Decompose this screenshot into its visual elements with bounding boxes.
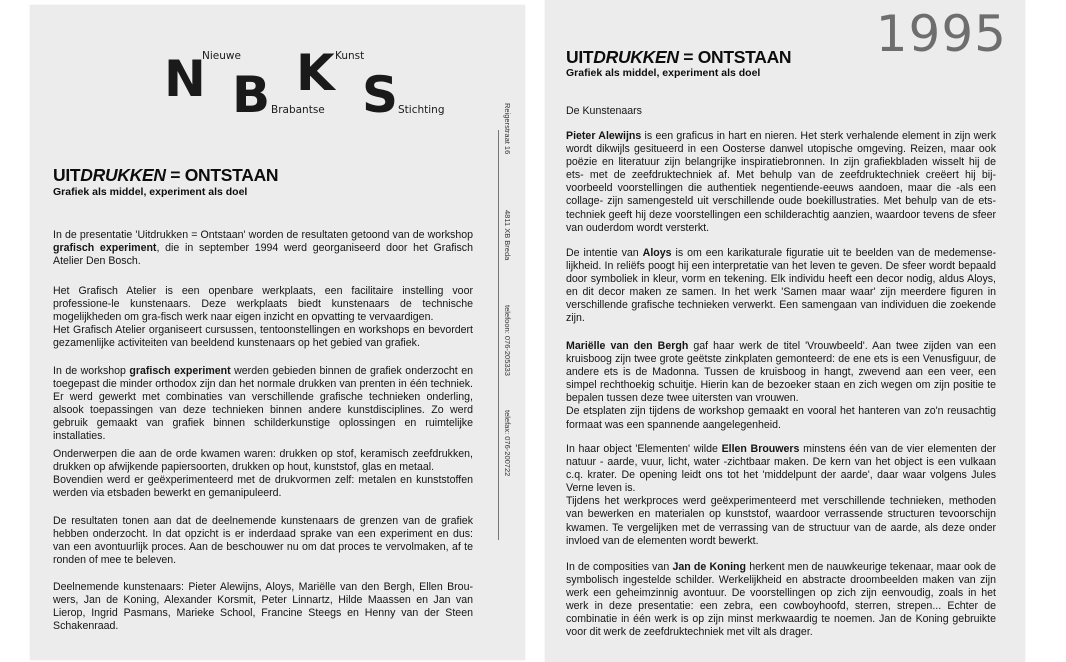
artist-paragraph-van-den-bergh: Mariëlle van den Bergh gaf haar werk de titel 'Vrouwbeeld'. Aan twee zijden van een kruisboog zijn twee grote geëtste zinkplaten gemonteerd: de ene ets is een Venusfiguur, de andere ets is de Madonna. Tussen de kruisboog in hangt, zwevend aan een veer, een simpel rechthoekig schuitje. Hierin kan de bezoeker staan en zich wegen om zijn positie te bepalen tussen deze twee uitersten van vrouwen. De etsplaten zijn tijdens de workshop gemaakt en vooral het hanteren van zo'n reusachtig formaat was een spannende aangelegenheid. [566,340,997,431]
logo-word-nieuwe: Nieuwe [202,50,241,62]
address-phone: telefoon: 076-205333 [503,305,512,376]
year-label: 1995 [875,5,1007,63]
artist-paragraph-de-koning: In de composities van Jan de Koning herkent men de nauwkeurige tekenaar, maar ook de symbolisch ingestelde schilder. Werkelijkheid en abstracte droombeelden maken van zijn werk een geheimzinnig avontuur. De voorstellingen op zich zijn eenvoudig, zoals in het werk in deze presentatie: een zebra, een cowboyhoofd, sterren, strepen... Echter de combinatie in één werk is op zijn minst merkwaardig te noemen. Jan de Koning gebruikte voor dit werk de zeefdruktechniek met vilt als drager. [566,561,997,639]
atelier-paragraph: Het Grafisch Atelier is een openbare werkplaats, een facilitaire instelling voor professione-le kunstenaars. Deze werkplaats biedt kunstenaars de technische mogelijkheden om gra-fisch werk naar eigen inzicht en opvatting te vervaardigen. Het Grafisch Atelier organiseert cursussen, tentoonstellingen en workshops en bevordert gezamenlijke activiteiten van beeldend kunstenaars op het gebied van grafiek. [53,285,473,350]
artist-paragraph-brouwers: In haar object 'Elementen' wilde Ellen Brouwers minstens één van de vier elementen der natuur - aarde, vuur, licht, water -zichtbaar maken. De kern van het object is een vulkaan c.q. krater. De opening leidt ons tot het 'middelpunt der aarde', daar waar volgens Jules Verne leven is. Tijdens het werkproces werd geëxperimenteerd met verschillende technieken, methoden van bewerken en materialen op kunststof, waardoor verrassende structuren tevoorschijn kwamen. Te vergelijken met de verrassing van de structuur van de aarde, als deze onder invloed van de elementen wordt bewerkt. [566,443,997,547]
results-paragraph: De resultaten tonen aan dat de deelnemende kunstenaars de grenzen van de grafiek hebben onderzocht. In dat opzicht is er inderdaad sprake van een experiment en dus: van een avontuurlijk proces. Aan de beschouwer nu om dat proces te vervolmaken, af te ronden of mee te beleven. [53,515,473,567]
workshop-paragraph: In de workshop grafisch experiment werden gebieden binnen de grafiek onderzocht en toegepast die minder orthodox zijn dan het normale drukken van prenten in één techniek. Er werd gewerkt met combinaties van verschillende grafische technieken onderling, alsook toepassingen van deze technieken binnen andere kunstdisciplines. Zo werd gebruik gemaakt van grafiek binnen schilderkunstige oplossingen en ruimtelijke installaties. [53,365,473,443]
address-city: 4811 XB Breda [503,210,512,261]
address-street: Reigerstraat 16 [503,103,512,155]
left-page [30,5,525,660]
artist-paragraph-aloys: De intentie van Aloys is om een karikaturale figuratie uit te beelden van de medemense-lijkheid. In reliëfs poogt hij een interpretatie van het leven te geven. De sfeer wordt bepaald door symboliek in kleur, vorm en tekening. Elk individu heeft een decor nodig, aldus Aloys, en dit decor maken ze samen. In het werk 'Samen maar waar' zijn meerdere figuren in verschillende grafische technieken verwerkt. Een samengaan van individuen die zoekende zijn. [566,247,996,325]
logo-letter-b: B [232,66,271,124]
logo-letter-n: N [164,50,206,108]
address-divider [498,130,499,540]
page-subtitle: Grafiek als middel, experiment als doel [566,67,761,79]
logo-word-stichting: Stichting [398,104,445,116]
address-fax: telefax: 076-200722 [503,410,512,477]
right-page [545,0,1025,662]
section-heading: De Kunstenaars [566,105,642,117]
page-title: UITDRUKKEN = ONTSTAAN [566,47,792,67]
logo-letter-k: K [296,44,335,102]
intro-paragraph: In de presentatie 'Uitdrukken = Ontstaan' worden de resultaten getoond van de workshop grafisch experiment, die in september 1994 werd georganiseerd door het Grafisch Atelier Den Bosch. [53,229,473,268]
subjects-paragraph: Onderwerpen die aan de orde kwamen waren: drukken op stof, keramisch zeefdrukken, drukken op afwijkende papiersoorten, drukken op hout, kunststof, glas en metaal. Bovendien werd er geëxperimenteerd met de drukvormen zelf: metalen en kunststoffen werden via etsbaden bewerkt en gemanipuleerd. [53,448,473,500]
page-subtitle: Grafiek als middel, experiment als doel [53,186,248,198]
logo-word-kunst: Kunst [335,50,365,62]
participants-paragraph: Deelnemende kunstenaars: Pieter Alewijns, Aloys, Mariëlle van den Bergh, Ellen Brou-wers, Jan de Koning, Alexander Korsmit, Peter Linnartz, Hilde Maassen en Jan van Lierop, Ingrid Pasmans, Marieke School, Francine Steegs en Henny van der Steen Schakenraad. [53,581,473,633]
artist-paragraph-alewijns: Pieter Alewijns is een graficus in hart en nieren. Het sterk verhalende element in zijn werk wordt dikwijls gesitueerd in een Oosterse danwel utopische omgeving. Reizen, maar ook poëzie en literatuur zijn belangrijke inspiratiebronnen. In zijn grafiekbladen wisselt hij de ets- met de zeefdruktechniek af. Met behulp van de zeefdruktechniek creëert hij bij-voorbeeld voorstellingen die authentiek negentiende-eeuws aandoen, maar die -als een collage- zijn samengesteld uit verschillende oude boekillustraties. Met behulp van de ets-techniek geeft hij deze voorstellingen een schilderachtig aanzien, waardoor tevens de sfeer van ouderdom wordt versterkt. [566,130,997,234]
nbks-logo [164,44,494,124]
logo-word-brabantse: Brabantse [271,104,325,116]
page-title: UITDRUKKEN = ONTSTAAN [53,165,279,185]
logo-letter-s: S [362,66,399,124]
